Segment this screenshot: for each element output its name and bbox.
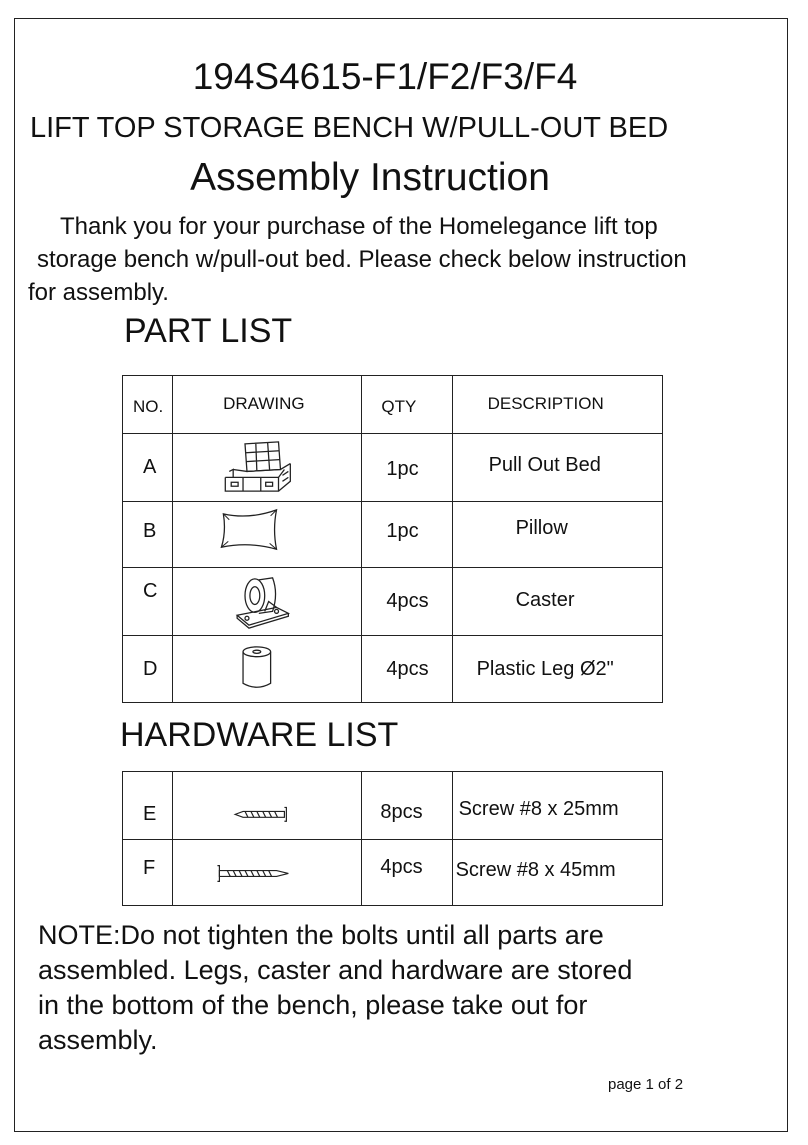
note-line: in the bottom of the bench, please take out for [38, 990, 588, 1020]
intro-line: Thank you for your purchase of the Homelegance lift top [60, 213, 658, 240]
hardware-description: Screw #8 x 45mm [455, 859, 616, 881]
table-row [123, 502, 663, 568]
pull-out-bed-icon [173, 434, 361, 501]
part-qty: 4pcs [386, 590, 429, 612]
long-screw-icon [173, 840, 361, 905]
hardware-no: E [143, 803, 157, 825]
document-heading: Assembly Instruction [190, 156, 550, 199]
caster-icon [173, 568, 361, 635]
note-line: assembly. [38, 1025, 158, 1055]
table-row [123, 636, 663, 703]
part-no: D [143, 658, 158, 680]
note-line: assembled. Legs, caster and hardware are stored [38, 955, 633, 985]
part-list-table [122, 375, 663, 703]
short-screw-icon [173, 772, 361, 839]
intro-line: for assembly. [28, 279, 169, 306]
part-description: Pillow [515, 517, 568, 539]
part-description: Caster [515, 589, 575, 611]
plastic-leg-icon [173, 636, 361, 702]
header-no: NO. [133, 397, 164, 416]
hardware-qty: 8pcs [380, 801, 423, 823]
model-number: 194S4615-F1/F2/F3/F4 [192, 56, 578, 97]
hardware-qty: 4pcs [380, 856, 423, 878]
part-no: A [143, 456, 157, 478]
part-qty: 4pcs [386, 658, 429, 680]
table-row [123, 568, 663, 636]
hardware-list-title: HARDWARE LIST [120, 716, 399, 754]
part-description: Pull Out Bed [488, 454, 601, 476]
part-description: Plastic Leg Ø2" [476, 658, 614, 680]
hardware-no: F [143, 857, 156, 879]
part-list-title: PART LIST [124, 312, 293, 350]
table-row [123, 840, 663, 906]
table-row [123, 772, 663, 840]
header-qty: QTY [381, 397, 417, 416]
header-drawing: DRAWING [223, 394, 305, 413]
header-description: DESCRIPTION [487, 394, 604, 413]
hardware-description: Screw #8 x 25mm [458, 798, 619, 820]
note-line: NOTE:Do not tighten the bolts until all parts are [38, 920, 604, 950]
hardware-list-table [122, 771, 663, 906]
part-qty: 1pc [386, 520, 419, 542]
part-qty: 1pc [386, 458, 419, 480]
table-row [123, 434, 663, 502]
part-no: C [143, 580, 158, 602]
table-header-row [123, 376, 663, 434]
pillow-icon [173, 502, 361, 567]
product-title: LIFT TOP STORAGE BENCH W/PULL-OUT BED [30, 112, 669, 144]
part-no: B [143, 520, 157, 542]
intro-line: storage bench w/pull-out bed. Please check below instruction [37, 246, 687, 273]
page-number: page 1 of 2 [608, 1076, 684, 1093]
